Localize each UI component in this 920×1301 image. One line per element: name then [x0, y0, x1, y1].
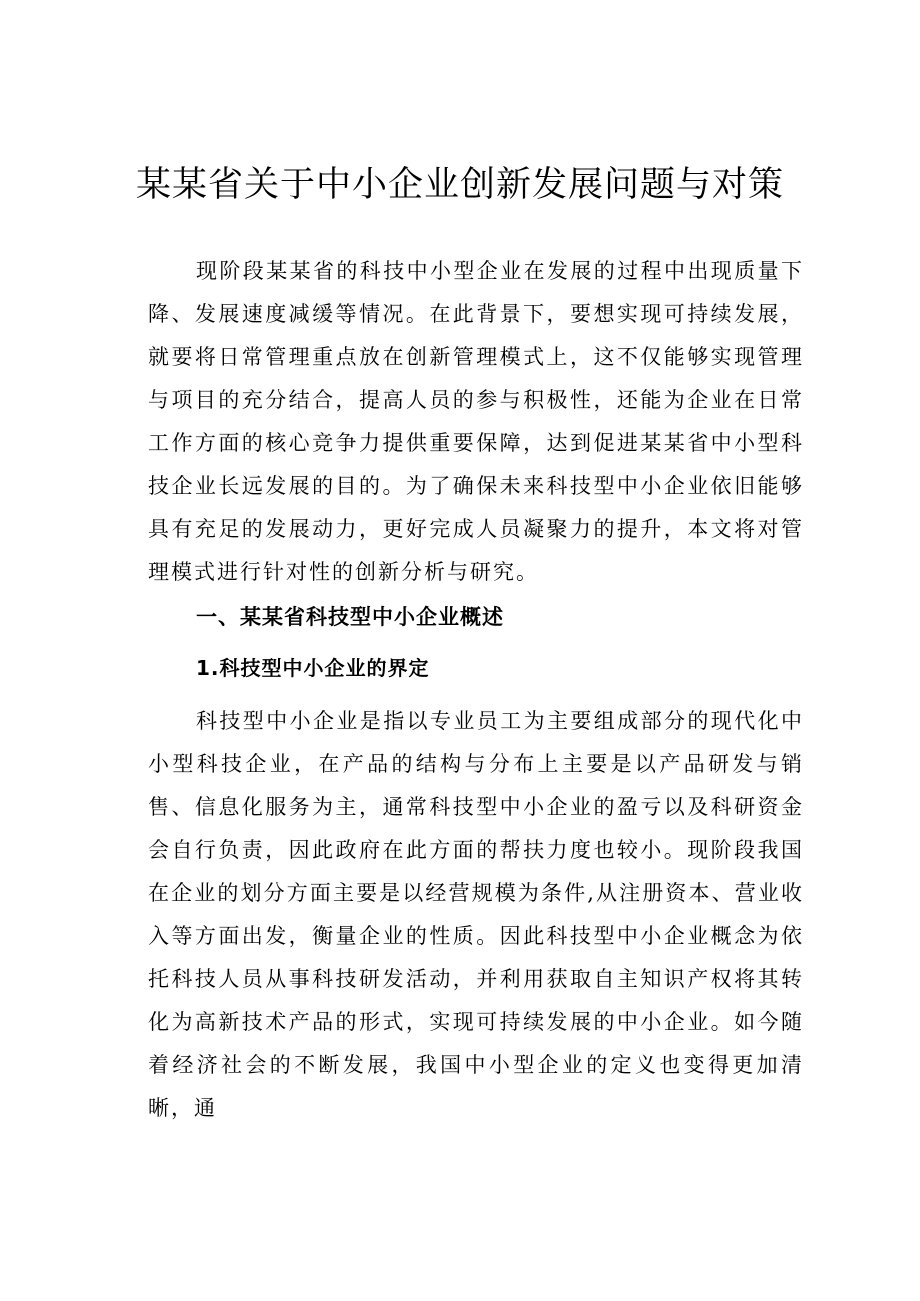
subsection-heading: 1.科技型中小企业的界定: [196, 656, 430, 680]
subsection-body-paragraph: 科技型中小企业是指以专业员工为主要组成部分的现代化中小型科技企业，在产品的结构与分布上主要是以产品研发与销售、信息化服务为主，通常科技型中小企业的盈亏以及科研资金会自行负责，因此政府在此方面的帮扶力度也较小。现阶段我国在企业的划分方面主要是以经营规模为条件,从注册资本、营业收入等方面出发，衡量企业的性质。因此科技型中小企业概念为依托科技人员从事科技研发活动，并利用获取自主知识产权将其转化为高新技术产品的形式，实现可持续发展的中小企业。如今随着经济社会的不断发展，我国中小型企业的定义也变得更加清晰，通: [148, 709, 804, 1120]
intro-paragraph: 现阶段某某省的科技中小型企业在发展的过程中出现质量下降、发展速度减缓等情况。在此背景下，要想实现可持续发展，就要将日常管理重点放在创新管理模式上，这不仅能够实现管理与项目的充分结合，提高人员的参与积极性，还能为企业在日常工作方面的核心竞争力提供重要保障，达到促进某某省中小型科技企业长远发展的目的。为了确保未来科技型中小企业依旧能够具有充足的发展动力，更好完成人员凝聚力的提升，本文将对管理模式进行针对性的创新分析与研究。: [148, 259, 804, 584]
document-title: 某某省关于中小企业创新发展问题与对策: [135, 165, 784, 205]
section-heading: 一、某某省科技型中小企业概述: [196, 605, 504, 629]
